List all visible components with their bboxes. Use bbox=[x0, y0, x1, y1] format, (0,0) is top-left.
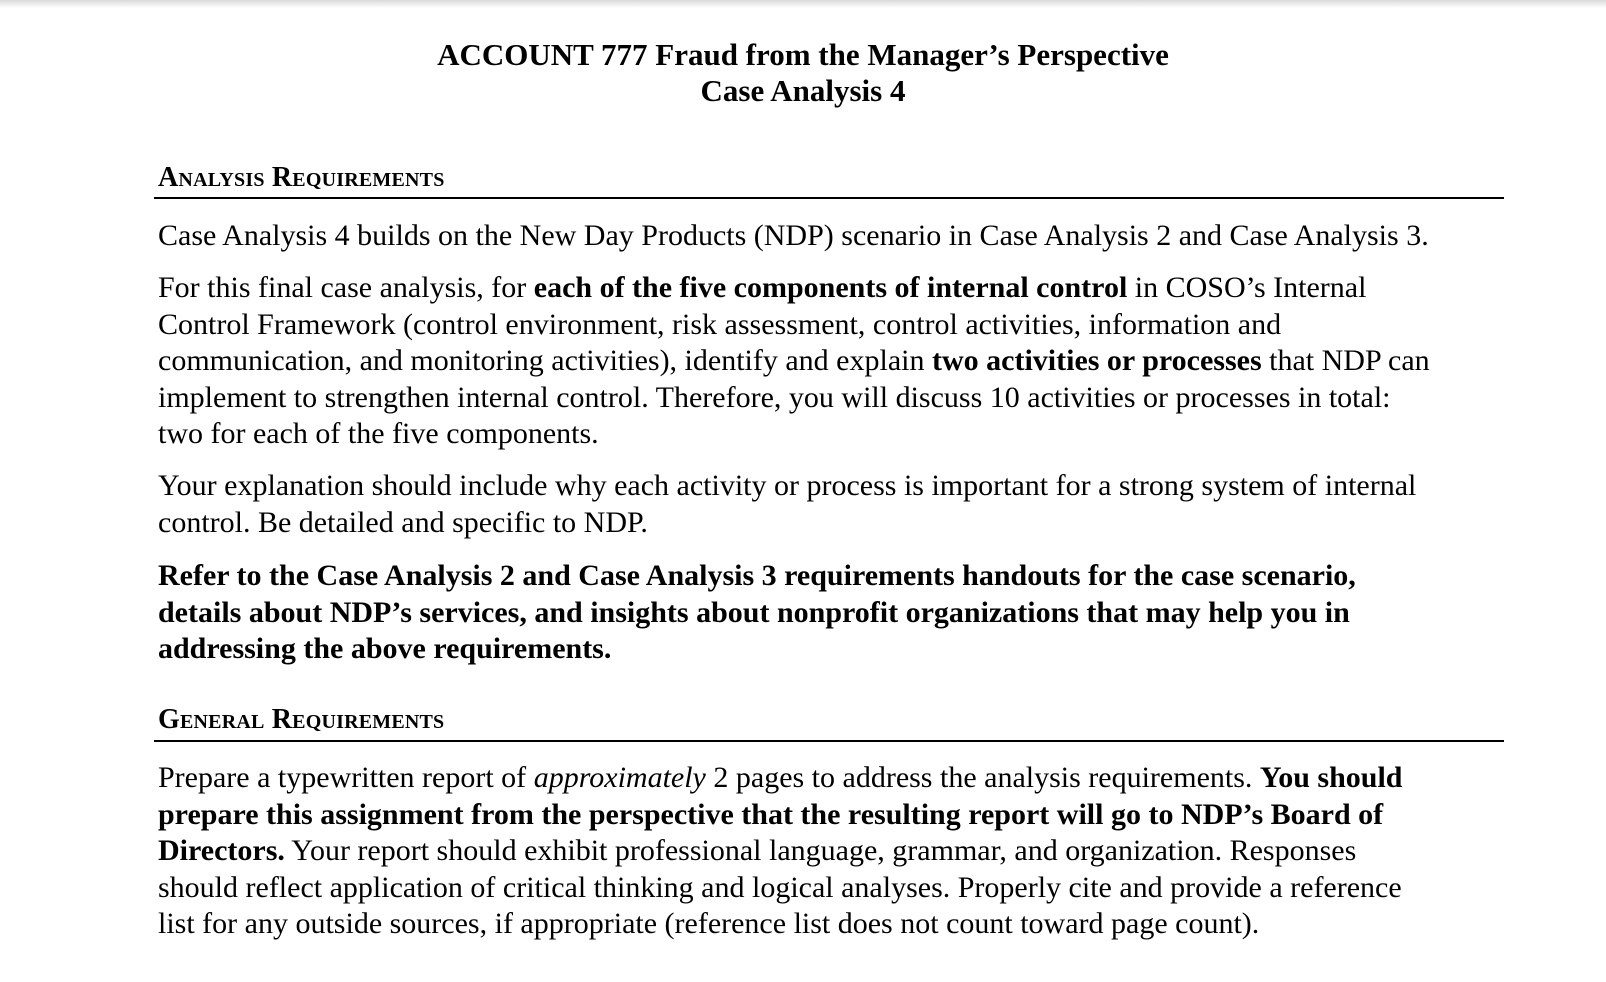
analysis-paragraph-4-bold bbox=[158, 558, 1510, 668]
text-line: list for any outside sources, if appropriate (reference list does not count toward page count). bbox=[158, 907, 1260, 940]
text-line: prepare this assignment from the perspective that the resulting report will go to NDP’s Board of bbox=[158, 797, 1384, 831]
text-line bbox=[158, 833, 1510, 870]
text-run: For this final case analysis, for bbox=[158, 271, 534, 304]
text-run: communication, and monitoring activities), identify and explain bbox=[158, 344, 932, 377]
emphasis-five-components: each of the five components of internal control bbox=[533, 271, 1128, 304]
general-requirements-heading: General Requirements bbox=[158, 704, 445, 735]
document-subtitle: Case Analysis 4 bbox=[700, 73, 906, 108]
text-line: implement to strengthen internal control. Therefore, you will discuss 10 activities or processes in total: bbox=[158, 380, 1391, 414]
text-line: Refer to the Case Analysis 2 and Case Analysis 3 requirements handouts for the case scenario, bbox=[158, 559, 1356, 592]
text-run: 2 pages to address the analysis requirements. bbox=[705, 761, 1260, 794]
analysis-requirements-heading: Analysis Requirements bbox=[158, 162, 445, 193]
analysis-paragraph-2 bbox=[158, 270, 1510, 453]
analysis-paragraph-1 bbox=[158, 218, 1510, 255]
general-paragraph-1 bbox=[158, 760, 1510, 943]
text-line bbox=[158, 270, 1510, 307]
text-line bbox=[158, 760, 1510, 797]
analysis-heading-rule bbox=[154, 197, 1504, 199]
text-line: Control Framework (control environment, risk assessment, control activities, information and bbox=[158, 307, 1282, 341]
emphasis-approximately: approximately bbox=[533, 761, 706, 794]
text-line: Your explanation should include why each activity or process is important for a strong system of internal bbox=[158, 469, 1417, 502]
text-line: Case Analysis 4 builds on the New Day Products (NDP) scenario in Case Analysis 2 and Case Analysis 3. bbox=[158, 219, 1429, 252]
emphasis-you-should: You should bbox=[1259, 761, 1403, 794]
text-run: in COSO’s Internal bbox=[1127, 271, 1367, 304]
analysis-paragraph-3 bbox=[158, 468, 1510, 541]
text-line: details about NDP’s services, and insights about nonprofit organizations that may help you in bbox=[158, 595, 1350, 629]
text-line: should reflect application of critical thinking and logical analyses. Properly cite and provide a reference bbox=[158, 870, 1402, 904]
document-title: ACCOUNT 777 Fraud from the Manager’s Perspective bbox=[437, 37, 1169, 72]
emphasis-directors: Directors. bbox=[158, 834, 285, 867]
text-run: Prepare a typewritten report of bbox=[158, 761, 534, 794]
emphasis-two-activities: two activities or processes bbox=[931, 344, 1262, 377]
text-line: addressing the above requirements. bbox=[158, 632, 612, 665]
text-line: control. Be detailed and specific to NDP. bbox=[158, 505, 648, 539]
text-line: two for each of the five components. bbox=[158, 417, 599, 450]
general-heading-rule bbox=[154, 740, 1504, 742]
text-run: Your report should exhibit professional language, grammar, and organization. Responses bbox=[284, 834, 1357, 867]
text-line bbox=[158, 343, 1510, 380]
text-run: that NDP can bbox=[1261, 344, 1430, 377]
